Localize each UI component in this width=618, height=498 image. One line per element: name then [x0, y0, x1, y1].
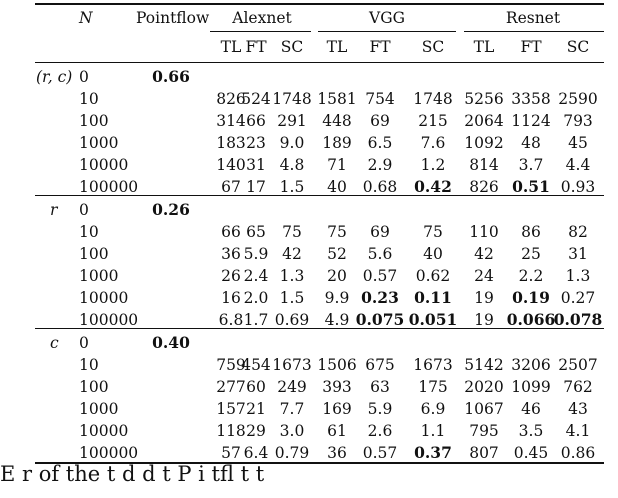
table-cell: 9.9	[324, 289, 350, 307]
table-cell: 0.68	[362, 178, 398, 196]
table-cell: 0.23	[361, 288, 399, 307]
section-label: (r, c)	[36, 68, 73, 86]
table-cell: 0.57	[362, 444, 398, 462]
table-cell: 0.078	[553, 310, 603, 329]
table-cell: 66	[221, 223, 241, 241]
table-cell: 9.0	[279, 134, 305, 152]
table-cell: 0.62	[415, 267, 451, 285]
table-cell: 2.6	[367, 422, 393, 440]
table-cell: 19	[474, 289, 494, 307]
table-cell: 75	[423, 223, 443, 241]
table-cell: 63	[370, 378, 390, 396]
table-cell: 57	[221, 444, 241, 462]
table-cell: 393	[322, 378, 352, 396]
table-cell: 0.11	[414, 288, 452, 307]
table-cell: 1092	[464, 134, 504, 152]
row-n: 10	[79, 223, 99, 241]
table-cell: 1506	[317, 356, 357, 374]
table-cell: 0.86	[560, 444, 596, 462]
table-cell: 5256	[464, 90, 504, 108]
table-cell: 189	[322, 134, 352, 152]
table-cell: 2507	[558, 356, 598, 374]
table-cell: 1748	[272, 90, 312, 108]
row-n: 1000	[79, 134, 119, 152]
table-cell: 2.2	[518, 267, 544, 285]
table-cell: 754	[365, 90, 395, 108]
subheader-1: FT	[245, 38, 267, 56]
table-cell: 3206	[511, 356, 551, 374]
table-cell: 1067	[464, 400, 504, 418]
table-cell: 48	[521, 134, 541, 152]
table-cell: 118	[216, 422, 246, 440]
table-cell: 5.6	[367, 245, 393, 263]
table-cell: 6.4	[243, 444, 269, 462]
table-cell: 169	[322, 400, 352, 418]
table-cell: 31	[246, 156, 266, 174]
row-n: 100000	[79, 178, 139, 196]
table-cell: 0.45	[513, 444, 549, 462]
table-cell: 314	[216, 112, 246, 130]
row-n: 100000	[79, 311, 139, 329]
row-n: 0	[79, 68, 89, 86]
table-cell: 4.4	[565, 156, 591, 174]
subheader-6: TL	[473, 38, 495, 56]
subheader-8: SC	[566, 38, 590, 56]
table-cell: 3.5	[518, 422, 544, 440]
table-cell: 45	[568, 134, 588, 152]
table-cell: 795	[469, 422, 499, 440]
table-cell: 759	[216, 356, 246, 374]
table-cell: 42	[474, 245, 494, 263]
table-cell: 7.6	[420, 134, 446, 152]
table-cell: 0.79	[274, 444, 310, 462]
table-cell: 0.42	[414, 177, 452, 196]
header-group-vgg: VGG	[369, 9, 405, 27]
row-n: 0	[79, 201, 89, 219]
table-cell: 16	[221, 289, 241, 307]
table-cell: 5142	[464, 356, 504, 374]
table-cell: 1.3	[565, 267, 591, 285]
table-cell: 524	[241, 90, 271, 108]
table-cell: 6.5	[367, 134, 393, 152]
table-cell: 3.0	[279, 422, 305, 440]
table-cell: 1581	[317, 90, 357, 108]
table-cell: 277	[216, 378, 246, 396]
subheader-2: SC	[280, 38, 304, 56]
table-cell: 36	[221, 245, 241, 263]
pointflow-value: 0.26	[152, 200, 190, 219]
table-cell: 1.5	[279, 289, 305, 307]
table-cell: 24	[474, 267, 494, 285]
table-cell: 4.1	[565, 422, 591, 440]
table-cell: 454	[241, 356, 271, 374]
table-cell: 110	[469, 223, 499, 241]
table-cell: 67	[221, 178, 241, 196]
group-rule-vgg	[318, 31, 456, 32]
table-cell: 762	[563, 378, 593, 396]
table-cell: 17	[246, 178, 266, 196]
header-n: N	[79, 9, 93, 27]
table-cell: 5.9	[367, 400, 393, 418]
row-n: 1000	[79, 400, 119, 418]
table-cell: 448	[322, 112, 352, 130]
table-cell: 140	[216, 156, 246, 174]
table-cell: 0.051	[408, 310, 458, 329]
table-cell: 23	[246, 134, 266, 152]
table-cell: 4.9	[324, 311, 350, 329]
table-cell: 826	[469, 178, 499, 196]
pointflow-value: 0.66	[152, 67, 190, 86]
table-cell: 0.075	[355, 310, 405, 329]
header-group-resnet: Resnet	[505, 9, 561, 27]
table-cell: 0.066	[506, 310, 556, 329]
table-cell: 291	[277, 112, 307, 130]
table-cell: 6.8	[218, 311, 244, 329]
row-n: 0	[79, 334, 89, 352]
table-cell: 175	[418, 378, 448, 396]
table-cell: 1.2	[420, 156, 446, 174]
group-rule-alexnet	[210, 31, 311, 32]
table-cell: 0.37	[414, 443, 452, 462]
table-cell: 814	[469, 156, 499, 174]
table-cell: 69	[370, 223, 390, 241]
table-cell: 65	[246, 223, 266, 241]
table-cell: 75	[282, 223, 302, 241]
row-n: 10	[79, 356, 99, 374]
row-n: 10000	[79, 289, 129, 307]
table-cell: 0.69	[274, 311, 310, 329]
pointflow-value: 0.40	[152, 333, 190, 352]
table-cell: 1.7	[243, 311, 269, 329]
subheader-4: FT	[369, 38, 391, 56]
table-cell: 3.7	[518, 156, 544, 174]
table-cell: 0.27	[560, 289, 596, 307]
subheader-5: SC	[421, 38, 445, 56]
table-cell: 1.3	[279, 267, 305, 285]
row-n: 10000	[79, 422, 129, 440]
row-n: 100	[79, 112, 109, 130]
subheader-3: TL	[326, 38, 348, 56]
section-label: c	[50, 334, 59, 352]
table-cell: 43	[568, 400, 588, 418]
table-cell: 1.5	[279, 178, 305, 196]
table-cell: 75	[327, 223, 347, 241]
table-cell: 249	[277, 378, 307, 396]
group-rule-resnet	[464, 31, 604, 32]
table-cell: 6.9	[420, 400, 446, 418]
table-cell: 7.7	[279, 400, 305, 418]
table-cell: 1124	[511, 112, 551, 130]
table-cell: 20	[327, 267, 347, 285]
table-cell: 25	[521, 245, 541, 263]
header-group-alexnet: Alexnet	[232, 9, 292, 27]
table-cell: 2064	[464, 112, 504, 130]
row-n: 100	[79, 378, 109, 396]
table-cell: 2.4	[243, 267, 269, 285]
table-cell: 807	[469, 444, 499, 462]
table-cell: 21	[246, 400, 266, 418]
table-cell: 0.57	[362, 267, 398, 285]
table-cell: 82	[568, 223, 588, 241]
table-cell: 675	[365, 356, 395, 374]
table-cell: 2020	[464, 378, 504, 396]
caption-text: E r of the t d d t P i tfl t t	[0, 462, 265, 486]
table-cell: 1748	[413, 90, 453, 108]
row-n: 1000	[79, 267, 119, 285]
table-cell: 0.93	[560, 178, 596, 196]
table-cell: 1673	[413, 356, 453, 374]
table-cell: 42	[282, 245, 302, 263]
table-cell: 2.9	[367, 156, 393, 174]
table-cell: 52	[327, 245, 347, 263]
row-n: 100000	[79, 444, 139, 462]
table-cell: 2590	[558, 90, 598, 108]
table-cell: 36	[327, 444, 347, 462]
table-cell: 46	[521, 400, 541, 418]
table-cell: 0.19	[512, 288, 550, 307]
header-pointflow: Pointflow	[136, 9, 210, 27]
subheader-7: FT	[520, 38, 542, 56]
table-cell: 26	[221, 267, 241, 285]
table-cell: 215	[418, 112, 448, 130]
table-cell: 66	[246, 112, 266, 130]
row-n: 100	[79, 245, 109, 263]
header-bottom-rule	[35, 62, 604, 63]
section-label: r	[50, 201, 58, 219]
table-cell: 1673	[272, 356, 312, 374]
subheader-0: TL	[220, 38, 242, 56]
table-cell: 31	[568, 245, 588, 263]
table-cell: 5.9	[243, 245, 269, 263]
table-cell: 183	[216, 134, 246, 152]
table-cell: 1.1	[420, 422, 446, 440]
table-cell: 86	[521, 223, 541, 241]
table-cell: 40	[327, 178, 347, 196]
table-cell: 40	[423, 245, 443, 263]
top-rule	[35, 3, 604, 5]
table-cell: 29	[246, 422, 266, 440]
table-cell: 4.8	[279, 156, 305, 174]
table-cell: 793	[563, 112, 593, 130]
row-n: 10	[79, 90, 99, 108]
table-cell: 1099	[511, 378, 551, 396]
table-cell: 60	[246, 378, 266, 396]
table-cell: 19	[474, 311, 494, 329]
table-cell: 3358	[511, 90, 551, 108]
table-cell: 0.51	[512, 177, 550, 196]
table-cell: 157	[216, 400, 246, 418]
table-cell: 69	[370, 112, 390, 130]
row-n: 10000	[79, 156, 129, 174]
table-cell: 71	[327, 156, 347, 174]
table-cell: 61	[327, 422, 347, 440]
table-cell: 826	[216, 90, 246, 108]
table-cell: 2.0	[243, 289, 269, 307]
